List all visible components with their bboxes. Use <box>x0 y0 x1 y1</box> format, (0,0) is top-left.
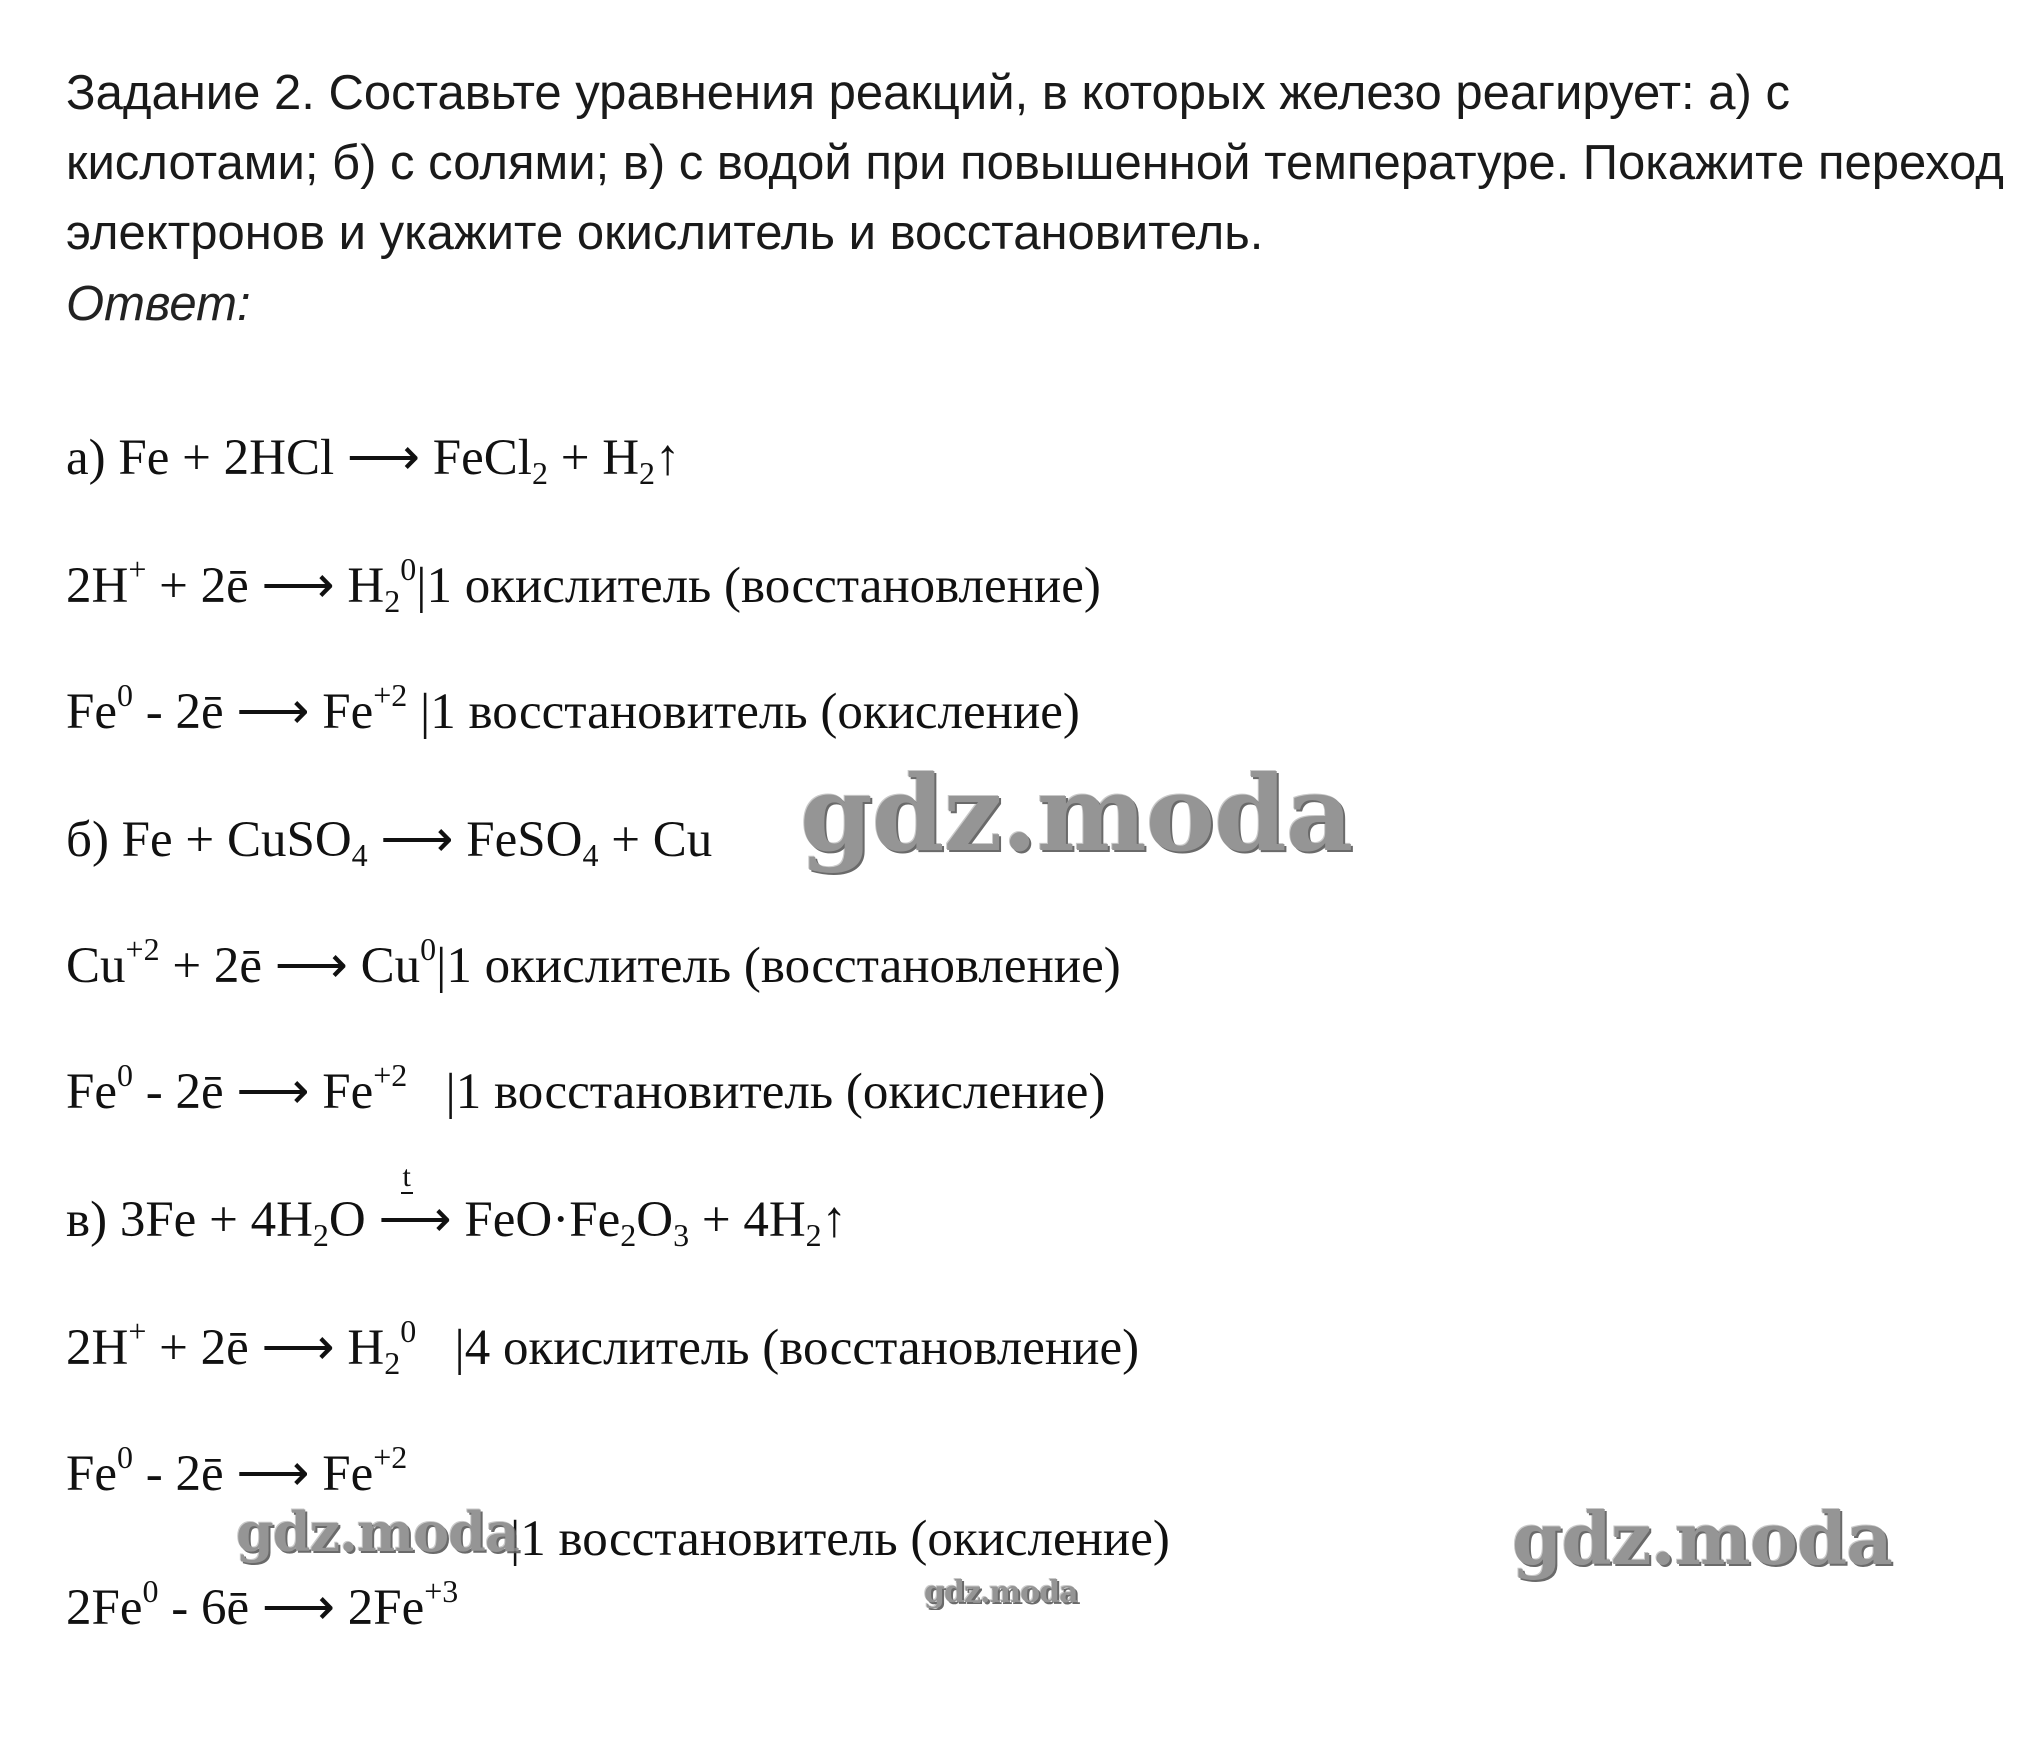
half-reaction-b1 <box>66 931 1121 995</box>
eq-c-o: O <box>328 1192 379 1248</box>
hr-a1-b: + 2ē ⟶ H <box>146 558 385 614</box>
hr-a1-sup2: 0 <box>400 551 417 587</box>
eq-c-p2: O <box>636 1192 674 1248</box>
hr-a2-b: - 2ē ⟶ Fe <box>133 684 374 740</box>
hr-c4-b: - 6ē ⟶ 2Fe <box>158 1580 425 1636</box>
hr-b2-coef: |1 <box>407 1064 482 1120</box>
half-reaction-a2 <box>66 677 1080 741</box>
eq-c-sub1: 2 <box>312 1217 329 1253</box>
eq-a-sub1: 2 <box>531 455 548 491</box>
hr-a2-sup2: +2 <box>373 677 408 713</box>
equation-c <box>66 1160 848 1253</box>
watermark-tiny: gdz.moda <box>924 1575 1078 1610</box>
half-reaction-c-coef <box>510 1510 1170 1568</box>
half-reaction-c1 <box>66 1313 1140 1381</box>
hr-c4-a: 2Fe <box>66 1580 143 1636</box>
hr-c2-b: - 2ē ⟶ Fe <box>133 1446 374 1502</box>
half-reaction-a1 <box>66 551 1101 619</box>
hr-c2-a: Fe <box>66 1446 117 1502</box>
eq-b-sub1: 4 <box>351 837 368 873</box>
eq-a-sub2: 2 <box>639 455 656 491</box>
hr-a1-sup1: + <box>128 551 147 587</box>
reaction-arrow: ⟶ <box>378 1192 452 1248</box>
hr-a1-coef: |1 <box>416 558 452 614</box>
hr-a1-a: 2H <box>66 558 129 614</box>
equation-b <box>66 810 713 873</box>
hr-c3-role: восстановитель (окисление) <box>545 1511 1170 1567</box>
hr-c1-role: окислитель (восстановление) <box>490 1320 1140 1376</box>
watermark-large: gdz.moda <box>800 752 1353 875</box>
eq-b-prefix: б) Fe + CuSO <box>66 812 352 868</box>
hr-c4-sup1: 0 <box>142 1573 159 1609</box>
hr-a2-role: восстановитель (окисление) <box>455 684 1080 740</box>
eq-c-sub3: 3 <box>673 1217 690 1253</box>
eq-b-sub2: 4 <box>582 837 599 873</box>
eq-b-mid: ⟶ FeSO <box>367 812 583 868</box>
hr-c1-sub: 2 <box>384 1345 401 1381</box>
hr-c3-coef: |1 <box>510 1511 546 1567</box>
hr-c1-coef: |4 <box>416 1320 491 1376</box>
eq-c-sub4: 2 <box>805 1217 822 1253</box>
hr-c1-sup1: + <box>128 1313 147 1349</box>
watermark-small-left: gdz.moda <box>236 1500 519 1564</box>
eq-c-prefix: в) 3Fe + 4H <box>66 1192 313 1248</box>
hr-c2-sup1: 0 <box>117 1439 133 1475</box>
half-reaction-c2 <box>66 1439 408 1503</box>
task-statement: Задание 2. Составьте уравнения реакций, в которых железо реагирует: а) с кислотами; б) с солями; в) с водой при повышенной температуре. Покажите переход электронов и укажите окислитель и восстановитель. <box>66 66 2004 260</box>
hr-b1-sup1: +2 <box>125 931 160 967</box>
hr-a2-a: Fe <box>66 684 117 740</box>
hr-a2-sup1: 0 <box>117 677 133 713</box>
hr-a1-sub: 2 <box>384 583 401 619</box>
hr-c4-sup2: +3 <box>424 1573 459 1609</box>
hr-b2-sup2: +2 <box>373 1057 408 1093</box>
hr-b2-b: - 2ē ⟶ Fe <box>133 1064 374 1120</box>
hr-a2-coef: |1 <box>407 684 456 740</box>
hr-b1-a: Cu <box>66 938 126 994</box>
watermark-right: gdz.moda <box>1512 1496 1892 1581</box>
eq-c-p1: FeO·Fe <box>451 1192 621 1248</box>
hr-b1-b: + 2ē ⟶ Cu <box>159 938 421 994</box>
eq-c-p3: + 4H <box>689 1192 806 1248</box>
hr-a1-role: окислитель (восстановление) <box>451 558 1101 614</box>
hr-b2-sup1: 0 <box>117 1057 133 1093</box>
hr-b2-role: восстановитель (окисление) <box>481 1064 1106 1120</box>
hr-b1-coef: |1 <box>436 938 472 994</box>
eq-a-mid: + H <box>547 430 640 486</box>
heat-arrow <box>378 1160 452 1249</box>
hr-c1-sup2: 0 <box>400 1313 417 1349</box>
eq-c-sub2: 2 <box>620 1217 637 1253</box>
heat-t-label: t <box>402 1160 411 1193</box>
hr-c1-b: + 2ē ⟶ H <box>146 1320 385 1376</box>
hr-b1-role: окислитель (восстановление) <box>471 938 1121 994</box>
eq-b-end: + Cu <box>598 812 713 868</box>
hr-c2-sup2: +2 <box>373 1439 408 1475</box>
half-reaction-c3 <box>66 1573 459 1637</box>
eq-a-end: ↑ <box>655 430 681 486</box>
hr-c1-a: 2H <box>66 1320 129 1376</box>
half-reaction-b2 <box>66 1057 1106 1121</box>
answer-label: Ответ: <box>66 277 251 331</box>
eq-c-end: ↑ <box>821 1192 848 1248</box>
equation-a <box>66 428 681 491</box>
hr-b1-sup2: 0 <box>420 931 437 967</box>
hr-b2-a: Fe <box>66 1064 117 1120</box>
eq-a-prefix: а) Fe + 2HCl ⟶ FeCl <box>66 430 532 486</box>
